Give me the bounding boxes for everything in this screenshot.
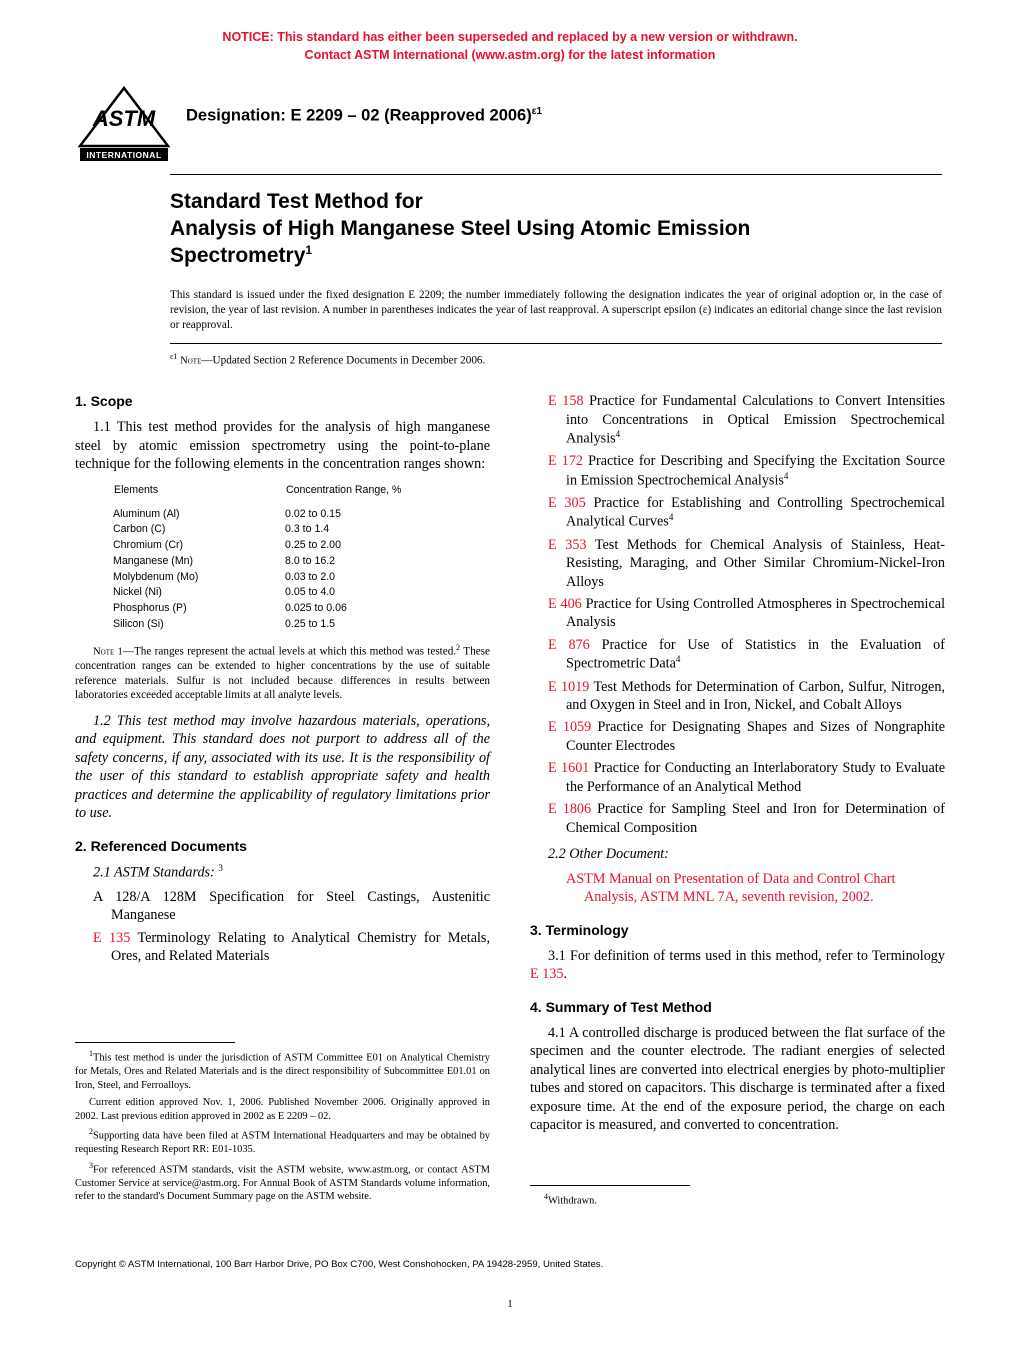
- reference-title: Practice for Describing and Specifying the Excitation Source in Emission Spectrochemical Analysis: [566, 453, 945, 489]
- reference-footnote-marker: 4: [783, 470, 789, 481]
- subheading-other-document: [530, 845, 945, 863]
- paragraph-3-1: [530, 947, 945, 984]
- reference-item[interactable]: [530, 392, 945, 448]
- heading-summary-of-test-method: 4. Summary of Test Method: [530, 998, 712, 1015]
- designation-text: Designation: E 2209 – 02 (Reapproved 2006): [186, 106, 532, 125]
- reference-title: Practice for Sampling Steel and Iron for Determination of Chemical Composition: [566, 801, 946, 836]
- reference-item[interactable]: [530, 595, 945, 632]
- table-row: [113, 554, 402, 570]
- heading-scope: 1. Scope: [75, 393, 133, 410]
- document-page: [0, 28, 1020, 1348]
- footnote-text: Withdrawn.: [548, 1195, 597, 1207]
- title-line-1: Standard Test Method for: [170, 190, 423, 214]
- title-line-3: [170, 243, 942, 270]
- column-header-range: Concentration Range, %: [286, 483, 402, 496]
- reference-footnote-marker: 4: [668, 512, 674, 523]
- terminology-reference-link[interactable]: E 135: [530, 966, 564, 983]
- paragraph-3-1-text: 3.1 For definition of terms used in this method, refer to Terminology: [548, 947, 945, 964]
- table-row: [113, 538, 402, 554]
- reference-id[interactable]: E 876: [548, 636, 590, 653]
- cell-range: 0.25 to 2.00: [285, 539, 341, 552]
- title-line-3-text: Spectrometry: [170, 244, 306, 267]
- footnotes-left: [75, 1042, 490, 1208]
- subheading-astm-standards-text: 2.1 ASTM Standards:: [93, 864, 215, 881]
- standard-preamble: This standard is issued under the fixed designation E 2209; the number immediately following the designation indicates the year of original adoption or, in the case of revision, the year of last revision. A number in parentheses indicates the year of last reapproval. A superscript epsilon (ε) indicates an editorial change since the last revision or reapproval.: [170, 288, 942, 331]
- table-header-row: [113, 483, 402, 507]
- paragraph-1-1: 1.1 This test method provides for the analysis of high manganese steel by atomic emission spectrometry using the point-to-plane technique for the following elements in the concentration ranges shown:: [75, 419, 490, 473]
- designation-line: [186, 106, 542, 126]
- subheading-footnote-marker: 3: [218, 862, 223, 873]
- copyright-line: Copyright © ASTM International, 100 Barr Harbor Drive, PO Box C700, West Conshohocken, PA 19428-2959, United States.: [75, 1259, 604, 1270]
- reference-title: Practice for Using Controlled Atmospheres in Spectrochemical Analysis: [566, 596, 946, 631]
- note-1-footnote-marker: 2: [456, 642, 461, 652]
- cell-element: Aluminum (Al): [113, 507, 180, 520]
- table-row: [113, 507, 402, 523]
- footnote-text: Supporting data have been filed at ASTM International Headquarters and may be obtained by requesting Research Report RR: E01-1035.: [75, 1130, 490, 1156]
- title-footnote-marker: 1: [305, 243, 313, 257]
- footnotes-right: [530, 1185, 945, 1208]
- reference-item[interactable]: [530, 678, 945, 715]
- body-columns: [75, 392, 945, 1143]
- footnote-text: Current edition approved Nov. 1, 2006. Published November 2006. Originally approved in 2002. Last previous edition approved in 2002 as E 2209 – 02.: [75, 1097, 490, 1122]
- reference-item[interactable]: [530, 636, 945, 674]
- reference-id[interactable]: E 1601: [548, 760, 590, 777]
- reference-title: Test Methods for Chemical Analysis of Stainless, Heat-Resisting, Maraging, and Other Similar Chromium-Nickel-Iron Alloys: [566, 536, 945, 590]
- reference-title: Test Methods for Determination of Carbon, Sulfur, Nitrogen, and Oxygen in Steel and in Iron, Nickel, and Cobalt Alloys: [566, 678, 945, 714]
- reference-item[interactable]: [530, 800, 945, 837]
- cell-element: Phosphorus (P): [113, 602, 187, 615]
- reference-item[interactable]: [75, 888, 490, 925]
- notice-line-1: NOTICE: This standard has either been superseded and replaced by a new version or withdrawn.: [222, 30, 798, 44]
- reference-id[interactable]: E 305: [548, 495, 586, 512]
- reference-item[interactable]: [75, 929, 490, 966]
- footnote-marker: 4: [544, 1192, 548, 1202]
- footnote-marker: 3: [89, 1160, 93, 1170]
- table-row: [113, 522, 402, 538]
- reference-item[interactable]: [530, 759, 945, 796]
- cell-element: Nickel (Ni): [113, 586, 162, 599]
- title-line-2: Analysis of High Manganese Steel Using Atomic Emission: [170, 217, 751, 241]
- paragraph-4-1: 4.1 A controlled discharge is produced between the flat surface of the specimen and the counter electrode. The radiant energies of selected analytical lines are converted into electrical energies by photo-multiplier tubes and stored on capacitors. This discharge is terminated after a fixed exposure time. At the end of the exposure period, the charge on each capacitor is measured, and converted to concentration.: [530, 1024, 945, 1134]
- superseded-notice: [0, 28, 1020, 64]
- reference-id[interactable]: E 1806: [548, 801, 592, 818]
- reference-item[interactable]: [530, 452, 945, 490]
- reference-title: Practice for Fundamental Calculations to Convert Intensities into Concentrations in Optical Emission Spectrochemical Analysis: [566, 393, 945, 447]
- reference-item[interactable]: [530, 718, 945, 755]
- reference-footnote-marker: 4: [615, 429, 621, 440]
- footnote-marker: 1: [89, 1049, 93, 1059]
- table-row: [113, 617, 402, 633]
- cell-range: 0.05 to 4.0: [285, 586, 336, 599]
- reference-title: Practice for Conducting an Interlaboratory Study to Evaluate the Performance of an Analytical Method: [566, 760, 945, 795]
- cell-range: 0.02 to 0.15: [285, 507, 341, 520]
- astm-logo: [78, 86, 170, 164]
- reference-id[interactable]: E 135: [93, 929, 131, 946]
- notice-line-2: Contact ASTM International (www.astm.org) for the latest information: [304, 48, 716, 63]
- page-number: 1: [507, 1298, 513, 1310]
- heading-referenced-documents: 2. Referenced Documents: [75, 837, 247, 854]
- right-column: [530, 392, 945, 1143]
- header-divider: [170, 174, 942, 175]
- designation-superscript: ε1: [531, 106, 543, 118]
- cell-range: 0.03 to 2.0: [285, 570, 336, 583]
- table-row: [113, 585, 402, 601]
- footnote-item: [75, 1127, 490, 1157]
- cell-element: Silicon (Si): [113, 617, 164, 630]
- reference-item-astm-manual[interactable]: [530, 870, 945, 907]
- reference-id[interactable]: E 1019: [548, 678, 590, 695]
- astm-manual-line-1: ASTM Manual on Presentation of Data and Control Chart: [566, 870, 896, 887]
- cell-element: Carbon (C): [113, 523, 166, 536]
- epsilon-note-text: —Updated Section 2 Reference Documents in December 2006.: [201, 354, 486, 367]
- reference-item[interactable]: [530, 494, 945, 532]
- footnote-text: For referenced ASTM standards, visit the ASTM website, www.astm.org, or contact ASTM Customer Service at service@astm.org. For Annual Book of ASTM Standards volume information, refer to the standard's Document Summary page on the ASTM website.: [75, 1164, 490, 1203]
- footnote-item: [75, 1049, 490, 1092]
- footnote-item: [75, 1161, 490, 1204]
- reference-id: A 128/A 128M: [93, 889, 197, 905]
- reference-title: Terminology Relating to Analytical Chemistry for Metals, Ores, and Related Materials: [111, 929, 490, 965]
- reference-id[interactable]: E 172: [548, 453, 584, 470]
- subheading-other-document-text: 2.2 Other Document:: [548, 846, 669, 863]
- note-1: [75, 643, 490, 703]
- footnote-item: [75, 1096, 490, 1123]
- cell-range: 0.025 to 0.06: [285, 602, 347, 615]
- document-header: [0, 86, 1020, 164]
- footnote-text: This test method is under the jurisdiction of ASTM Committee E01 on Analytical Chemistry for Metals, Ores and Related Materials and is the direct responsibility of Subcommittee E01.01 on Iron, Steel, and Ferroalloys.: [75, 1052, 490, 1091]
- cell-element: Chromium (Cr): [113, 539, 184, 552]
- note-1-text: —The ranges represent the actual levels at which this method was tested.: [122, 645, 457, 658]
- paragraph-3-1-end: .: [563, 966, 568, 983]
- svg-text:INTERNATIONAL: INTERNATIONAL: [86, 150, 162, 161]
- astm-manual-line-2: Analysis, ASTM MNL 7A, seventh revision, 2002.: [584, 889, 874, 906]
- cell-element: Manganese (Mn): [113, 554, 194, 567]
- cell-range: 8.0 to 16.2: [285, 554, 336, 567]
- table-row: [113, 570, 402, 586]
- reference-item[interactable]: [530, 536, 945, 591]
- heading-terminology: 3. Terminology: [530, 921, 629, 938]
- paragraph-1-2: 1.2 This test method may involve hazardous materials, operations, and equipment. This standard does not purport to address all of the safety concerns, if any, associated with its use. It is the responsibility of the user of this standard to establish appropriate safety and health practices and determine the applicability of regulatory limitations prior to use.: [75, 712, 490, 822]
- reference-title: Specification for Steel Castings, Austenitic Manganese: [111, 889, 491, 924]
- reference-id[interactable]: E 353: [548, 536, 587, 553]
- footnote-divider: [75, 1042, 235, 1043]
- reference-id[interactable]: E 1059: [548, 719, 592, 736]
- epsilon-note: [170, 352, 942, 367]
- reference-id[interactable]: E 158: [548, 393, 584, 410]
- reference-title: Practice for Use of Statistics in the Evaluation of Spectrometric Data: [566, 636, 946, 673]
- note-1-label: Note 1: [93, 646, 123, 658]
- epsilon-note-marker: ε1: [170, 351, 178, 361]
- footnote-item: [530, 1192, 945, 1208]
- reference-title: Practice for Designating Shapes and Sizes of Nongraphite Counter Electrodes: [566, 719, 945, 754]
- reference-title: Practice for Establishing and Controlling Spectrochemical Analytical Curves: [566, 495, 946, 531]
- left-column: [75, 392, 490, 1143]
- element-concentration-table: [113, 483, 402, 633]
- cell-element: Molybdenum (Mo): [113, 570, 199, 583]
- cell-range: 0.3 to 1.4: [285, 523, 330, 536]
- footnote-divider-right: [530, 1185, 690, 1186]
- epsilon-note-label: Note: [180, 355, 202, 367]
- column-header-elements: Elements: [114, 483, 159, 496]
- reference-footnote-marker: 4: [675, 654, 681, 665]
- cell-range: 0.25 to 1.5: [285, 617, 336, 630]
- note-1-text-continued: These concentration ranges can be extended to higher concentrations by the use of suitable reference materials. Sulfur is not included because differences in results between laboratories exceeded acceptable limits at all analyte levels.: [75, 645, 491, 702]
- reference-id[interactable]: E 406: [548, 596, 582, 613]
- page-title: [170, 189, 942, 270]
- svg-text:ASTM: ASTM: [92, 106, 156, 132]
- table-row: [113, 601, 402, 617]
- subheading-astm-standards: [75, 863, 490, 882]
- footnote-marker: 2: [89, 1127, 93, 1137]
- preamble-divider: [170, 343, 942, 344]
